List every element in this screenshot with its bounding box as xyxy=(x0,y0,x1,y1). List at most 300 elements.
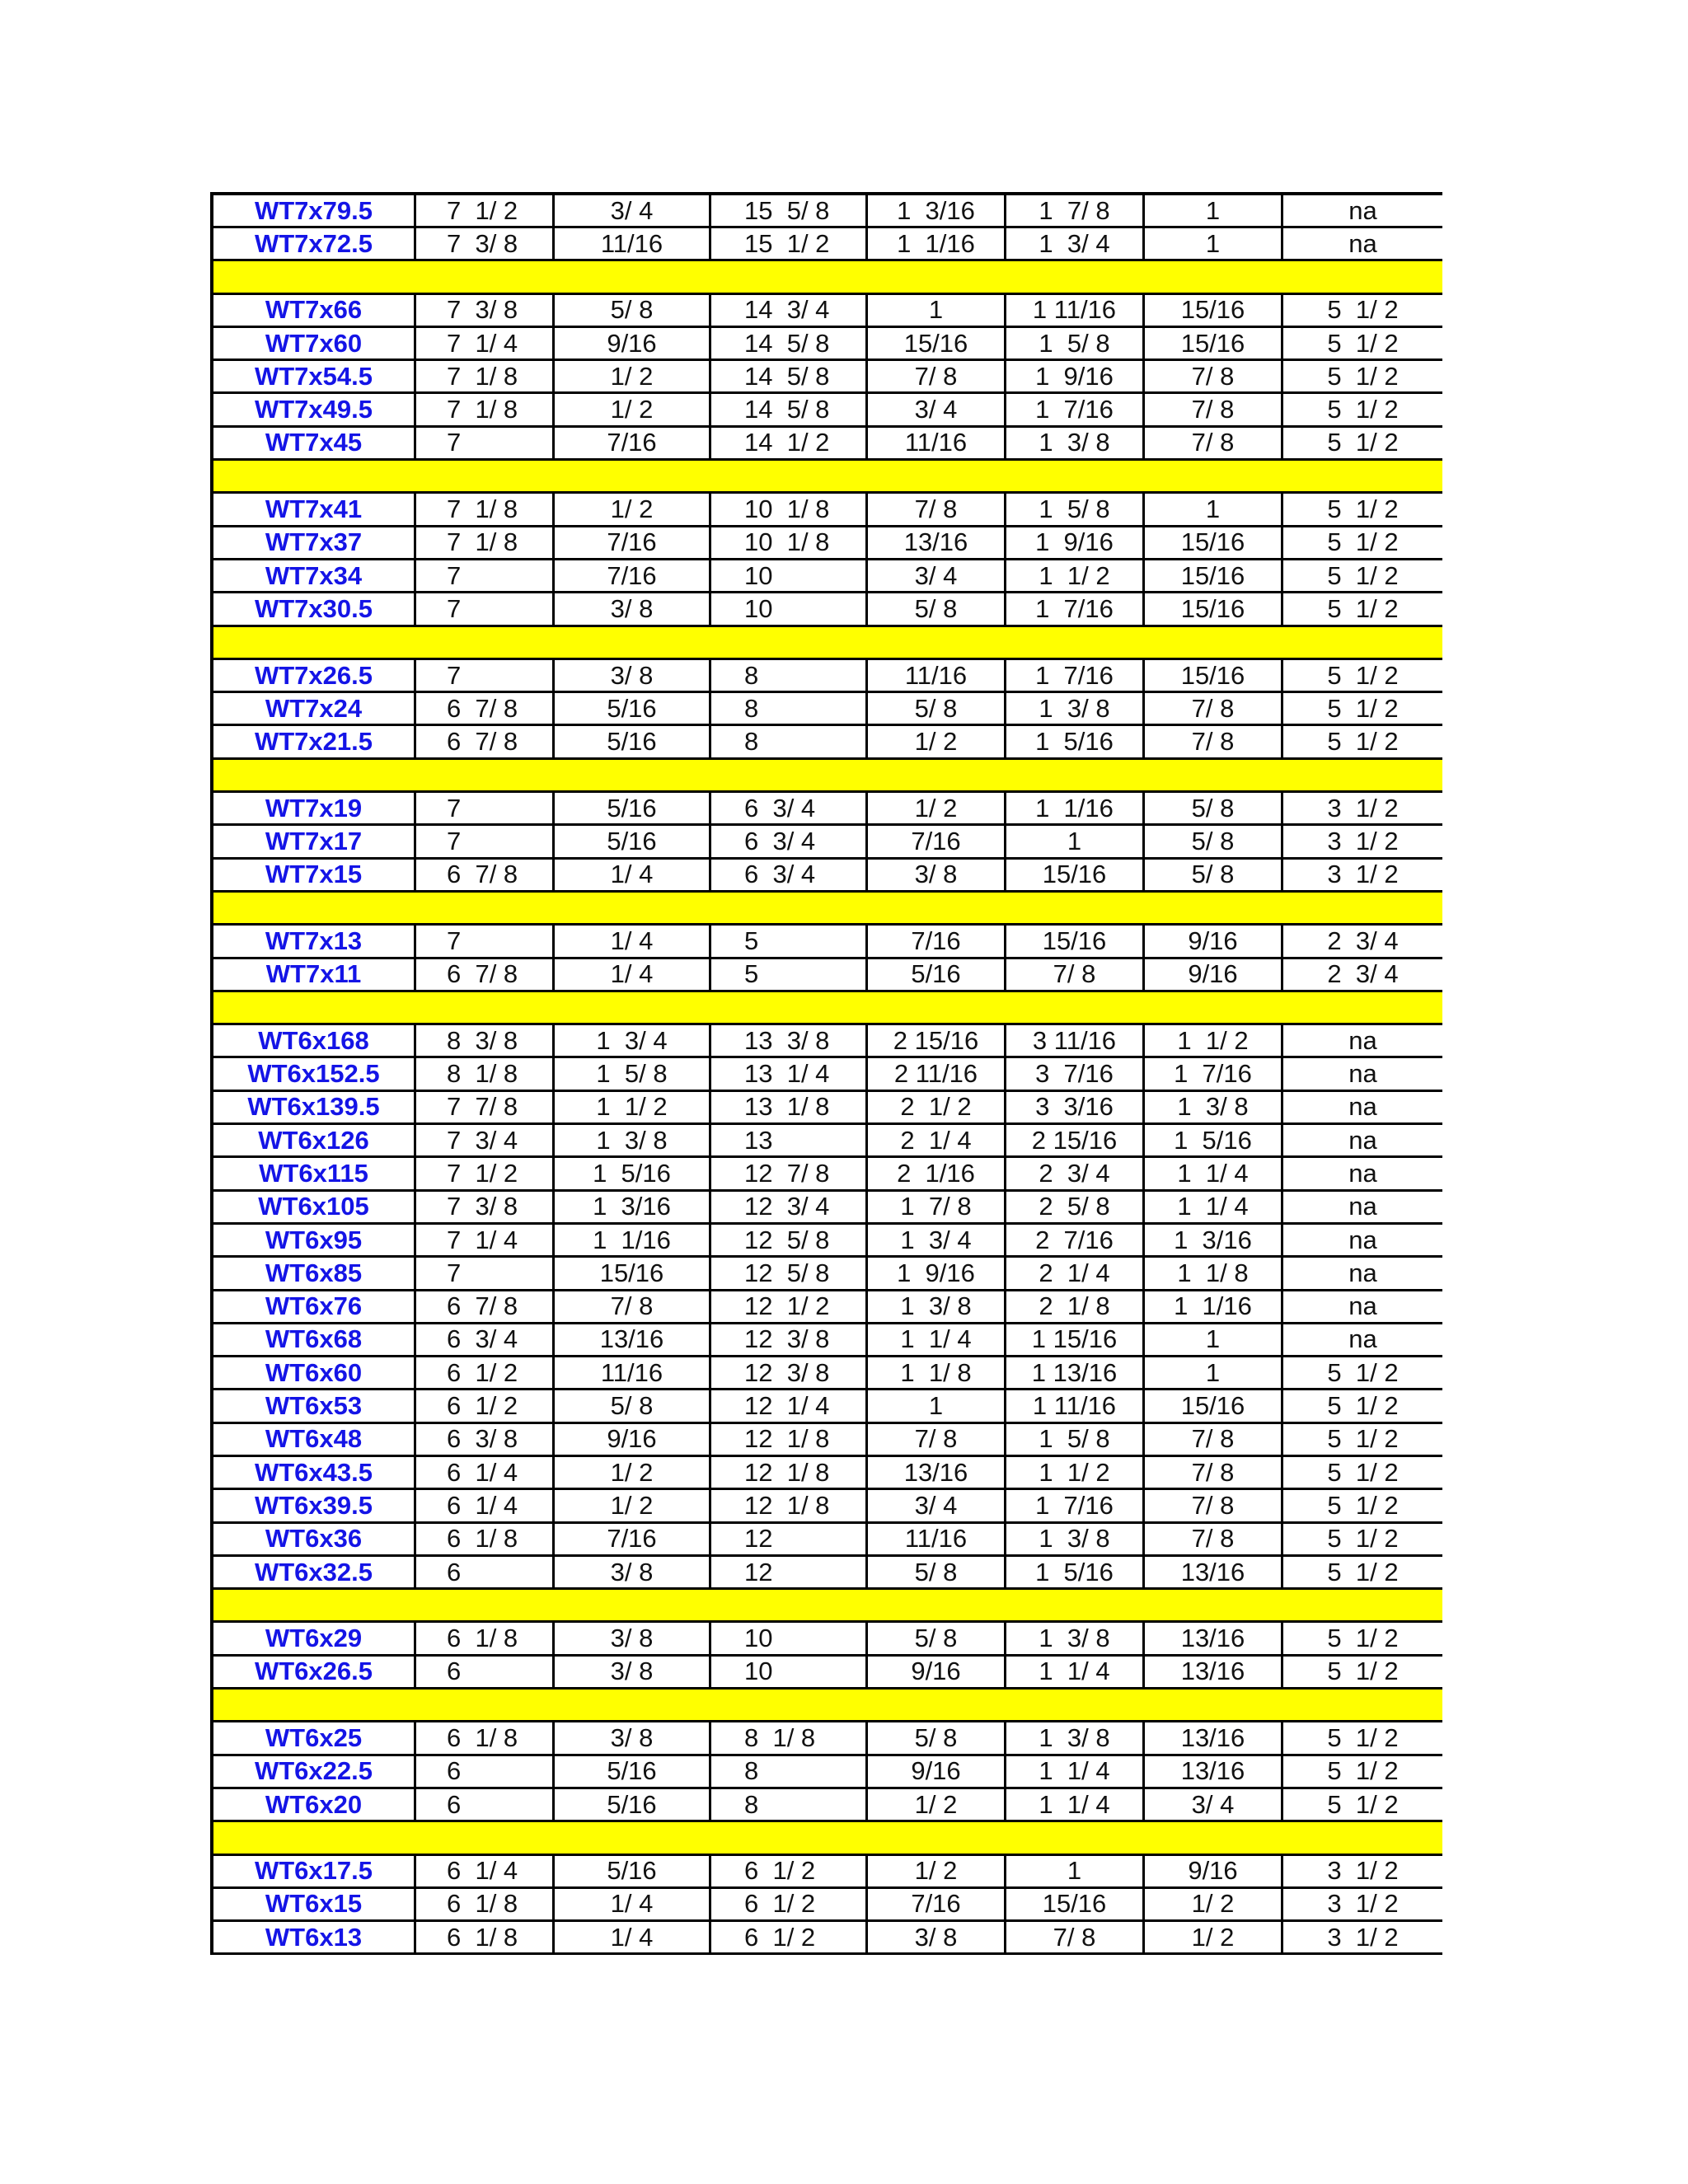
dimension-cell: 8 xyxy=(711,726,868,757)
dimension-cell: 2 15/16 xyxy=(868,1025,1006,1056)
dimension-cell: 9/16 xyxy=(555,328,711,359)
dimension-cell: 13 1/ 4 xyxy=(711,1058,868,1089)
designation-cell: WT7x17 xyxy=(210,826,416,856)
dimension-cell: 13/16 xyxy=(555,1324,711,1355)
dimension-cell: 11/16 xyxy=(555,228,711,259)
separator-cell xyxy=(1283,992,1442,1023)
dimension-cell: 1 1/16 xyxy=(555,1225,711,1255)
dimension-cell: 2 1/ 8 xyxy=(1006,1291,1145,1322)
dimension-cell: 6 7/ 8 xyxy=(416,693,555,724)
dimension-cell: 1 13/16 xyxy=(1006,1357,1145,1388)
dimension-cell: 3/ 8 xyxy=(555,1557,711,1587)
dimension-cell: 2 7/16 xyxy=(1006,1225,1145,1255)
dimension-cell: 6 1/ 8 xyxy=(416,1889,555,1919)
dimension-cell: 5 1/ 2 xyxy=(1327,727,1399,757)
dimension-cell: 11/16 xyxy=(868,660,1006,691)
dimension-cell: 7/ 8 xyxy=(1006,1922,1145,1952)
dimension-cell: 15/16 xyxy=(1145,1390,1283,1421)
dimension-cell: 3 1/ 2 xyxy=(1327,1922,1399,1952)
dimension-cell: 1/ 4 xyxy=(555,1922,711,1952)
dimension-cell: 1 9/16 xyxy=(1006,527,1145,558)
separator-cell xyxy=(1283,1822,1442,1853)
dimension-cell: 7 1/ 8 xyxy=(416,494,555,524)
dimension-cell: 7/ 8 xyxy=(1145,1524,1283,1554)
dimension-cell: 1 1/ 2 xyxy=(1006,1457,1145,1488)
separator-cell xyxy=(1145,627,1283,658)
dimension-cell: 15/16 xyxy=(555,1258,711,1288)
table-row xyxy=(210,660,1442,693)
dimension-cell: 15/16 xyxy=(1006,860,1145,890)
designation-cell: WT7x34 xyxy=(210,560,416,591)
dimension-cell: 1 xyxy=(1006,1856,1145,1886)
dimension-cell: 3 3/16 xyxy=(1006,1092,1145,1122)
dimension-cell: 9/16 xyxy=(1145,1856,1283,1886)
dimension-cell: 7 xyxy=(416,793,555,823)
dimension-cell: 1 3/16 xyxy=(1145,1225,1283,1255)
dimension-cell: 14 5/ 8 xyxy=(711,361,868,391)
dimension-cell: 1 5/16 xyxy=(1145,1125,1283,1155)
dimension-cell: 9/16 xyxy=(1145,959,1283,990)
separator-cell xyxy=(555,1690,711,1720)
dimension-cell: na xyxy=(1348,1125,1377,1155)
dimension-cell: 13 1/ 8 xyxy=(711,1092,868,1122)
table-row xyxy=(210,1490,1442,1523)
dimension-cell: 6 3/ 4 xyxy=(711,793,868,823)
table-row xyxy=(210,1657,1442,1690)
dimension-cell: 6 3/ 4 xyxy=(416,1324,555,1355)
designation-cell: WT7x79.5 xyxy=(210,195,416,226)
dimension-cell: 5 1/ 2 xyxy=(1327,693,1399,723)
dimension-cell: 6 xyxy=(416,1789,555,1820)
dimension-cell: 5 1/ 2 xyxy=(1327,1391,1399,1421)
separator-cell xyxy=(1006,1690,1145,1720)
dimension-cell: 7/ 8 xyxy=(1145,394,1283,424)
separator-cell xyxy=(711,992,868,1023)
designation-cell: WT6x126 xyxy=(210,1125,416,1155)
dimension-cell: 1 xyxy=(868,1390,1006,1421)
separator-cell xyxy=(711,261,868,292)
dimension-cell: 7 7/ 8 xyxy=(416,1092,555,1122)
dimension-cell: 1 5/16 xyxy=(1006,1557,1145,1587)
dimension-cell: 1/ 2 xyxy=(868,726,1006,757)
dimension-cell: 14 1/ 2 xyxy=(711,428,868,458)
dimension-cell: 1 xyxy=(1145,195,1283,226)
dimension-cell: 1/ 2 xyxy=(868,793,1006,823)
dimension-cell: 13/16 xyxy=(1145,1722,1283,1753)
dimension-cell: 8 1/ 8 xyxy=(711,1722,868,1753)
dimension-cell: 1 5/ 8 xyxy=(555,1058,711,1089)
dimension-cell: 7/ 8 xyxy=(1145,1424,1283,1455)
dimension-cell: 6 1/ 8 xyxy=(416,1722,555,1753)
dimension-cell: 7 xyxy=(416,428,555,458)
dimension-cell: na xyxy=(1348,1291,1377,1321)
dimension-cell: 1 5/ 8 xyxy=(1006,1424,1145,1455)
dimension-cell: 1 5/16 xyxy=(555,1158,711,1188)
dimension-cell: 3/ 8 xyxy=(555,1657,711,1687)
dimension-cell: 1 1/16 xyxy=(1145,1291,1283,1322)
table-row xyxy=(210,328,1442,361)
separator-cell xyxy=(555,893,711,923)
dimension-cell: 1 7/16 xyxy=(1006,1490,1145,1521)
separator-cell xyxy=(868,893,1006,923)
dimension-cell: 1 11/16 xyxy=(1006,295,1145,326)
dimension-cell: 12 1/ 8 xyxy=(711,1424,868,1455)
table-row xyxy=(210,726,1442,759)
dimension-cell: 14 3/ 4 xyxy=(711,295,868,326)
dimension-cell: 1 3/ 8 xyxy=(1006,1623,1145,1653)
dimension-cell: 1 1/ 2 xyxy=(1006,560,1145,591)
dimension-cell: 1/ 2 xyxy=(555,394,711,424)
dimension-cell: 1 3/16 xyxy=(555,1192,711,1222)
group-separator-row xyxy=(210,1690,1442,1722)
table-row xyxy=(210,693,1442,726)
dimension-cell: 6 1/ 8 xyxy=(416,1524,555,1554)
table-row xyxy=(210,959,1442,992)
designation-cell: WT7x49.5 xyxy=(210,394,416,424)
separator-cell xyxy=(1283,893,1442,923)
dimension-cell: 7/16 xyxy=(868,1889,1006,1919)
table-row xyxy=(210,1125,1442,1158)
separator-cell xyxy=(868,1590,1006,1620)
separator-cell xyxy=(868,760,1006,790)
dimension-cell: 10 1/ 8 xyxy=(711,527,868,558)
designation-cell: WT7x72.5 xyxy=(210,228,416,259)
dimension-cell: 7 1/ 8 xyxy=(416,361,555,391)
dimension-cell: 7 xyxy=(416,1258,555,1288)
dimension-cell: 8 xyxy=(711,1756,868,1787)
dimension-cell: 5 1/ 2 xyxy=(1327,295,1399,325)
table-row xyxy=(210,1856,1442,1889)
dimension-cell: 5 1/ 2 xyxy=(1327,428,1399,457)
dimension-cell: 12 1/ 8 xyxy=(711,1457,868,1488)
dimension-cell: 7/ 8 xyxy=(868,494,1006,524)
table-row xyxy=(210,192,1442,228)
separator-cell xyxy=(1283,261,1442,292)
dimension-cell: 1 xyxy=(868,295,1006,326)
dimension-cell: 6 1/ 8 xyxy=(416,1922,555,1952)
dimension-cell: 12 xyxy=(711,1557,868,1587)
table-row xyxy=(210,1258,1442,1291)
dimension-cell: 1 3/ 8 xyxy=(1006,1722,1145,1753)
dimension-cell: 1/ 2 xyxy=(1145,1889,1283,1919)
dimension-cell: 9/16 xyxy=(868,1657,1006,1687)
separator-cell xyxy=(711,461,868,491)
dimension-cell: 7/ 8 xyxy=(868,1424,1006,1455)
dimension-cell: 7 3/ 8 xyxy=(416,228,555,259)
dimension-cell: 10 xyxy=(711,593,868,624)
dimension-cell: 6 1/ 2 xyxy=(416,1357,555,1388)
dimension-cell: 5/ 8 xyxy=(555,295,711,326)
dimension-cell: na xyxy=(1348,1258,1377,1287)
dimension-cell: 6 1/ 4 xyxy=(416,1457,555,1488)
dimension-cell: na xyxy=(1348,1059,1377,1089)
dimension-cell: 1 9/16 xyxy=(868,1258,1006,1288)
designation-cell: WT6x53 xyxy=(210,1390,416,1421)
dimension-cell: 1 1/ 2 xyxy=(555,1092,711,1122)
dimension-cell: 3/ 8 xyxy=(868,1922,1006,1952)
separator-cell xyxy=(1145,893,1283,923)
designation-cell: WT6x152.5 xyxy=(210,1058,416,1089)
dimension-cell: 3/ 8 xyxy=(868,860,1006,890)
group-separator-row xyxy=(210,760,1442,793)
dimension-cell: 3 11/16 xyxy=(1006,1025,1145,1056)
table-row xyxy=(210,1225,1442,1258)
separator-cell xyxy=(1006,1590,1145,1620)
table-row xyxy=(210,1357,1442,1390)
dimension-cell: 1 1/ 8 xyxy=(1145,1258,1283,1288)
designation-cell: WT6x29 xyxy=(210,1623,416,1653)
table-row xyxy=(210,1457,1442,1490)
separator-cell xyxy=(416,1822,555,1853)
designation-cell: WT7x60 xyxy=(210,328,416,359)
table-row xyxy=(210,1623,1442,1656)
dimension-cell: 8 xyxy=(711,1789,868,1820)
dimension-cell: 6 3/ 8 xyxy=(416,1424,555,1455)
dimension-cell: 7/ 8 xyxy=(1145,361,1283,391)
dimension-cell: 10 xyxy=(711,1623,868,1653)
designation-cell: WT6x115 xyxy=(210,1158,416,1188)
dimension-cell: 5 1/ 2 xyxy=(1327,1424,1399,1454)
dimension-cell: 7 xyxy=(416,826,555,856)
dimension-cell: 2 11/16 xyxy=(868,1058,1006,1089)
dimension-cell: 3/ 8 xyxy=(555,660,711,691)
dimension-cell: 12 1/ 8 xyxy=(711,1490,868,1521)
designation-cell: WT6x85 xyxy=(210,1258,416,1288)
designation-cell: WT7x66 xyxy=(210,295,416,326)
dimension-cell: 5 1/ 2 xyxy=(1327,560,1399,590)
dimension-cell: 6 1/ 2 xyxy=(416,1390,555,1421)
table-row xyxy=(210,361,1442,394)
dimension-cell: 11/16 xyxy=(868,1524,1006,1554)
dimension-cell: 6 7/ 8 xyxy=(416,860,555,890)
dimension-cell: 1/ 2 xyxy=(868,1856,1006,1886)
separator-cell xyxy=(1006,760,1145,790)
section-properties-table xyxy=(210,192,1442,1955)
separator-cell xyxy=(416,1690,555,1720)
designation-cell: WT6x22.5 xyxy=(210,1756,416,1787)
dimension-cell: 1 7/ 8 xyxy=(868,1192,1006,1222)
dimension-cell: na xyxy=(1348,1324,1377,1354)
dimension-cell: 6 xyxy=(416,1756,555,1787)
dimension-cell: 13/16 xyxy=(868,527,1006,558)
dimension-cell: 1 3/ 8 xyxy=(1006,693,1145,724)
table-row xyxy=(210,560,1442,593)
dimension-cell: 1 7/16 xyxy=(1145,1058,1283,1089)
dimension-cell: 8 xyxy=(711,660,868,691)
separator-cell xyxy=(868,1822,1006,1853)
dimension-cell: 6 7/ 8 xyxy=(416,726,555,757)
dimension-cell: 7/ 8 xyxy=(1145,1457,1283,1488)
dimension-cell: na xyxy=(1348,195,1377,225)
separator-cell xyxy=(1283,760,1442,790)
dimension-cell: 12 5/ 8 xyxy=(711,1225,868,1255)
dimension-cell: 7 xyxy=(416,593,555,624)
dimension-cell: 13 3/ 8 xyxy=(711,1025,868,1056)
dimension-cell: 1 1/ 2 xyxy=(1145,1025,1283,1056)
dimension-cell: 1 xyxy=(1145,1357,1283,1388)
dimension-cell: 1 15/16 xyxy=(1006,1324,1145,1355)
designation-cell: WT6x25 xyxy=(210,1722,416,1753)
table-row xyxy=(210,1922,1442,1955)
dimension-cell: 1/ 2 xyxy=(555,1457,711,1488)
dimension-cell: 6 xyxy=(416,1657,555,1687)
dimension-cell: 5 1/ 2 xyxy=(1327,1490,1399,1520)
dimension-cell: 15 5/ 8 xyxy=(711,195,868,226)
separator-cell xyxy=(1145,1690,1283,1720)
dimension-cell: na xyxy=(1348,1092,1377,1122)
table-row xyxy=(210,1158,1442,1191)
dimension-cell: 6 7/ 8 xyxy=(416,959,555,990)
dimension-cell: 7 1/ 2 xyxy=(416,1158,555,1188)
dimension-cell: 2 3/ 4 xyxy=(1327,926,1399,955)
dimension-cell: 3/ 4 xyxy=(1145,1789,1283,1820)
dimension-cell: 1 1/ 4 xyxy=(1006,1657,1145,1687)
separator-cell xyxy=(711,627,868,658)
dimension-cell: 3/ 4 xyxy=(868,394,1006,424)
dimension-cell: 3 1/ 2 xyxy=(1327,1856,1399,1886)
dimension-cell: 1 1/ 4 xyxy=(1006,1756,1145,1787)
dimension-cell: 5/ 8 xyxy=(555,1390,711,1421)
dimension-cell: 7 xyxy=(416,660,555,691)
dimension-cell: 1 3/ 8 xyxy=(1006,1524,1145,1554)
designation-cell: WT7x45 xyxy=(210,428,416,458)
dimension-cell: 2 1/16 xyxy=(868,1158,1006,1188)
dimension-cell: 1 3/ 4 xyxy=(1006,228,1145,259)
table-row xyxy=(210,295,1442,328)
designation-cell: WT7x15 xyxy=(210,860,416,890)
dimension-cell: 15/16 xyxy=(1006,926,1145,956)
separator-cell xyxy=(210,461,416,491)
dimension-cell: 1 3/ 8 xyxy=(1145,1092,1283,1122)
dimension-cell: 1/ 2 xyxy=(555,494,711,524)
designation-cell: WT7x37 xyxy=(210,527,416,558)
dimension-cell: 5/ 8 xyxy=(1145,860,1283,890)
dimension-cell: 5 1/ 2 xyxy=(1327,1357,1399,1387)
dimension-cell: 7/16 xyxy=(555,1524,711,1554)
separator-cell xyxy=(416,627,555,658)
dimension-cell: 5/16 xyxy=(555,1789,711,1820)
table-row xyxy=(210,1192,1442,1225)
dimension-cell: 7 1/ 4 xyxy=(416,328,555,359)
dimension-cell: 15/16 xyxy=(1145,593,1283,624)
table-row xyxy=(210,1557,1442,1590)
designation-cell: WT6x68 xyxy=(210,1324,416,1355)
separator-cell xyxy=(416,893,555,923)
dimension-cell: 13/16 xyxy=(1145,1756,1283,1787)
designation-cell: WT6x17.5 xyxy=(210,1856,416,1886)
dimension-cell: 5/ 8 xyxy=(868,1722,1006,1753)
dimension-cell: 1 1/ 8 xyxy=(868,1357,1006,1388)
dimension-cell: 2 5/ 8 xyxy=(1006,1192,1145,1222)
separator-cell xyxy=(1145,461,1283,491)
dimension-cell: 5 1/ 2 xyxy=(1327,1624,1399,1653)
separator-cell xyxy=(1145,1822,1283,1853)
dimension-cell: 1 xyxy=(1145,228,1283,259)
dimension-cell: 15/16 xyxy=(1006,1889,1145,1919)
table-row xyxy=(210,1424,1442,1457)
separator-cell xyxy=(210,261,416,292)
table-row xyxy=(210,860,1442,893)
separator-cell xyxy=(210,1690,416,1720)
dimension-cell: 15/16 xyxy=(868,328,1006,359)
dimension-cell: 3/ 8 xyxy=(555,1722,711,1753)
dimension-cell: 1 3/ 4 xyxy=(555,1025,711,1056)
separator-cell xyxy=(711,1690,868,1720)
table-row xyxy=(210,527,1442,560)
separator-cell xyxy=(416,261,555,292)
dimension-cell: 1/ 2 xyxy=(1145,1922,1283,1952)
dimension-cell: 14 5/ 8 xyxy=(711,328,868,359)
dimension-cell: 5/ 8 xyxy=(868,593,1006,624)
dimension-cell: 5 1/ 2 xyxy=(1327,361,1399,391)
dimension-cell: 6 3/ 4 xyxy=(711,826,868,856)
dimension-cell: 1 1/16 xyxy=(1006,793,1145,823)
dimension-cell: 1 1/ 4 xyxy=(1145,1192,1283,1222)
dimension-cell: 2 15/16 xyxy=(1006,1125,1145,1155)
separator-cell xyxy=(1006,627,1145,658)
dimension-cell: 3 1/ 2 xyxy=(1327,826,1399,855)
designation-cell: WT6x13 xyxy=(210,1922,416,1952)
dimension-cell: 15/16 xyxy=(1145,527,1283,558)
separator-cell xyxy=(711,893,868,923)
dimension-cell: 12 1/ 2 xyxy=(711,1291,868,1322)
dimension-cell: 1/ 2 xyxy=(555,361,711,391)
dimension-cell: 12 xyxy=(711,1524,868,1554)
separator-cell xyxy=(868,261,1006,292)
separator-cell xyxy=(555,1822,711,1853)
dimension-cell: 1/ 4 xyxy=(555,959,711,990)
dimension-cell: 5 1/ 2 xyxy=(1327,660,1399,690)
dimension-cell: 2 1/ 4 xyxy=(1006,1258,1145,1288)
table-row xyxy=(210,926,1442,958)
designation-cell: WT7x24 xyxy=(210,693,416,724)
designation-cell: WT7x19 xyxy=(210,793,416,823)
dimension-cell: 7/ 8 xyxy=(1145,693,1283,724)
table-row xyxy=(210,394,1442,427)
dimension-cell: 2 3/ 4 xyxy=(1006,1158,1145,1188)
dimension-cell: na xyxy=(1348,1025,1377,1055)
table-row xyxy=(210,1722,1442,1755)
dimension-cell: 1 1/ 4 xyxy=(1145,1158,1283,1188)
dimension-cell: 5/16 xyxy=(555,1856,711,1886)
table-row xyxy=(210,1390,1442,1423)
separator-cell xyxy=(868,1690,1006,1720)
dimension-cell: 1 7/16 xyxy=(1006,593,1145,624)
separator-cell xyxy=(210,1822,416,1853)
designation-cell: WT6x76 xyxy=(210,1291,416,1322)
designation-cell: WT6x32.5 xyxy=(210,1557,416,1587)
dimension-cell: 5 1/ 2 xyxy=(1327,1557,1399,1586)
dimension-cell: 1 7/ 8 xyxy=(1006,195,1145,226)
dimension-cell: 6 7/ 8 xyxy=(416,1291,555,1322)
separator-cell xyxy=(1283,627,1442,658)
separator-cell xyxy=(1006,893,1145,923)
dimension-cell: 5/ 8 xyxy=(868,693,1006,724)
dimension-cell: 8 3/ 8 xyxy=(416,1025,555,1056)
dimension-cell: 5/ 8 xyxy=(868,1623,1006,1653)
dimension-cell: 9/16 xyxy=(1145,926,1283,956)
dimension-cell: 2 3/ 4 xyxy=(1327,959,1399,989)
dimension-cell: 1 11/16 xyxy=(1006,1390,1145,1421)
dimension-cell: 5 1/ 2 xyxy=(1327,1524,1399,1554)
dimension-cell: 5/16 xyxy=(555,793,711,823)
dimension-cell: 12 3/ 8 xyxy=(711,1324,868,1355)
dimension-cell: na xyxy=(1348,228,1377,258)
dimension-cell: 2 1/ 2 xyxy=(868,1092,1006,1122)
separator-cell xyxy=(416,760,555,790)
designation-cell: WT6x60 xyxy=(210,1357,416,1388)
dimension-cell: 1 1/16 xyxy=(868,228,1006,259)
